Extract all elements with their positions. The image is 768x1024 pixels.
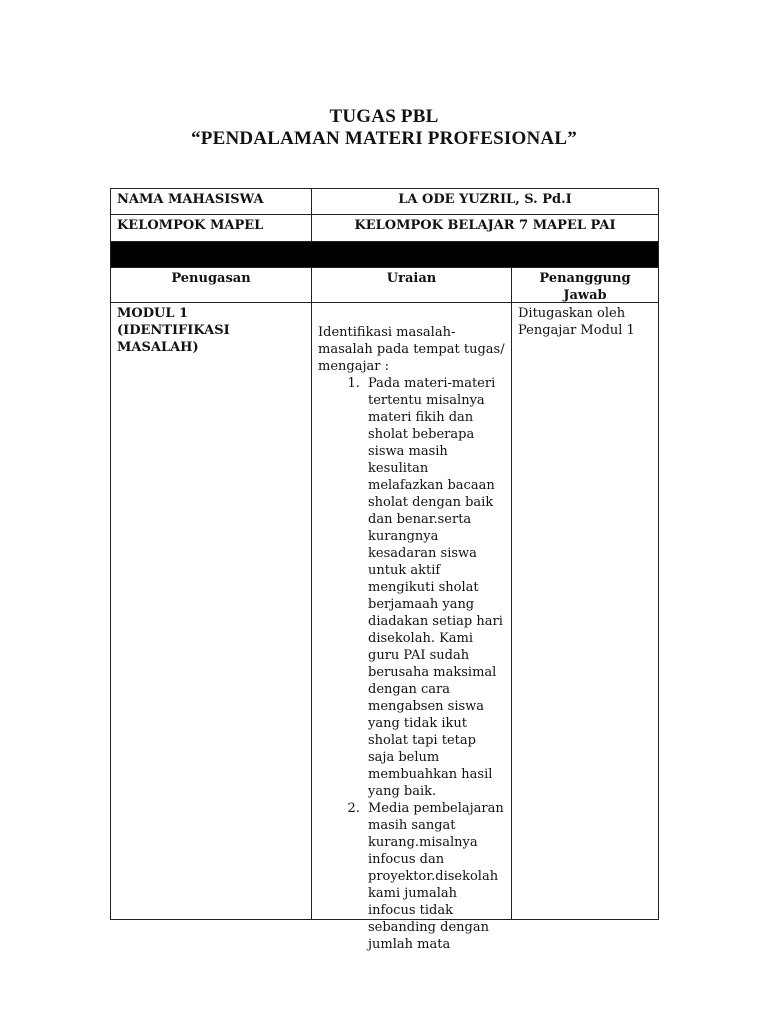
uraian-intro: Identifikasi masalah-masalah pada tempat tugas/ mengajar : bbox=[318, 325, 505, 374]
uraian-list bbox=[318, 375, 505, 953]
kelompok-mapel-label: KELOMPOK MAPEL bbox=[110, 214, 312, 242]
document-subtitle: “PENDALAMAN MATERI PROFESIONAL” bbox=[191, 128, 577, 149]
penanggung-jawab-text: Ditugaskan oleh Pengajar Modul 1 bbox=[518, 306, 635, 338]
column-header-penugasan: Penugasan bbox=[110, 267, 312, 303]
column-header-uraian: Uraian bbox=[311, 267, 512, 303]
column-header-penanggung-jawab: Penanggung Jawab bbox=[511, 267, 659, 303]
table-divider-bar bbox=[110, 241, 659, 268]
uraian-item: 2. Media pembelajaran masih sangat kurang.misalnya infocus dan proyektor.disekolah kami jumalah infocus tidak sebanding dengan jumlah mata bbox=[364, 800, 505, 953]
document-title: TUGAS PBL bbox=[329, 106, 439, 127]
uraian-item: 1. Pada materi-materi tertentu misalnya materi fikih dan sholat beberapa siswa masih kesulitan melafazkan bacaan sholat dengan baik dan benar.serta kurangnya kesadaran siswa untuk aktif mengikuti sholat berjamaah yang diadakan setiap hari disekolah. Kami guru PAI sudah berusaha maksimal dengan cara mengabsen siswa yang tidak ikut sholat tapi tetap saja belum membuahkan hasil yang baik. bbox=[364, 375, 505, 800]
nama-mahasiswa-value: LA ODE YUZRIL, S. Pd.I bbox=[311, 188, 659, 215]
modul-label: MODUL 1 bbox=[117, 306, 189, 321]
penanggung-jawab-cell bbox=[511, 302, 659, 920]
nama-mahasiswa-label: NAMA MAHASISWA bbox=[110, 188, 312, 215]
kelompok-mapel-value: KELOMPOK BELAJAR 7 MAPEL PAI bbox=[311, 214, 659, 242]
modul-subtitle: (IDENTIFIKASI MASALAH) bbox=[117, 323, 230, 355]
uraian-cell bbox=[311, 302, 512, 952]
penugasan-cell bbox=[110, 302, 312, 920]
